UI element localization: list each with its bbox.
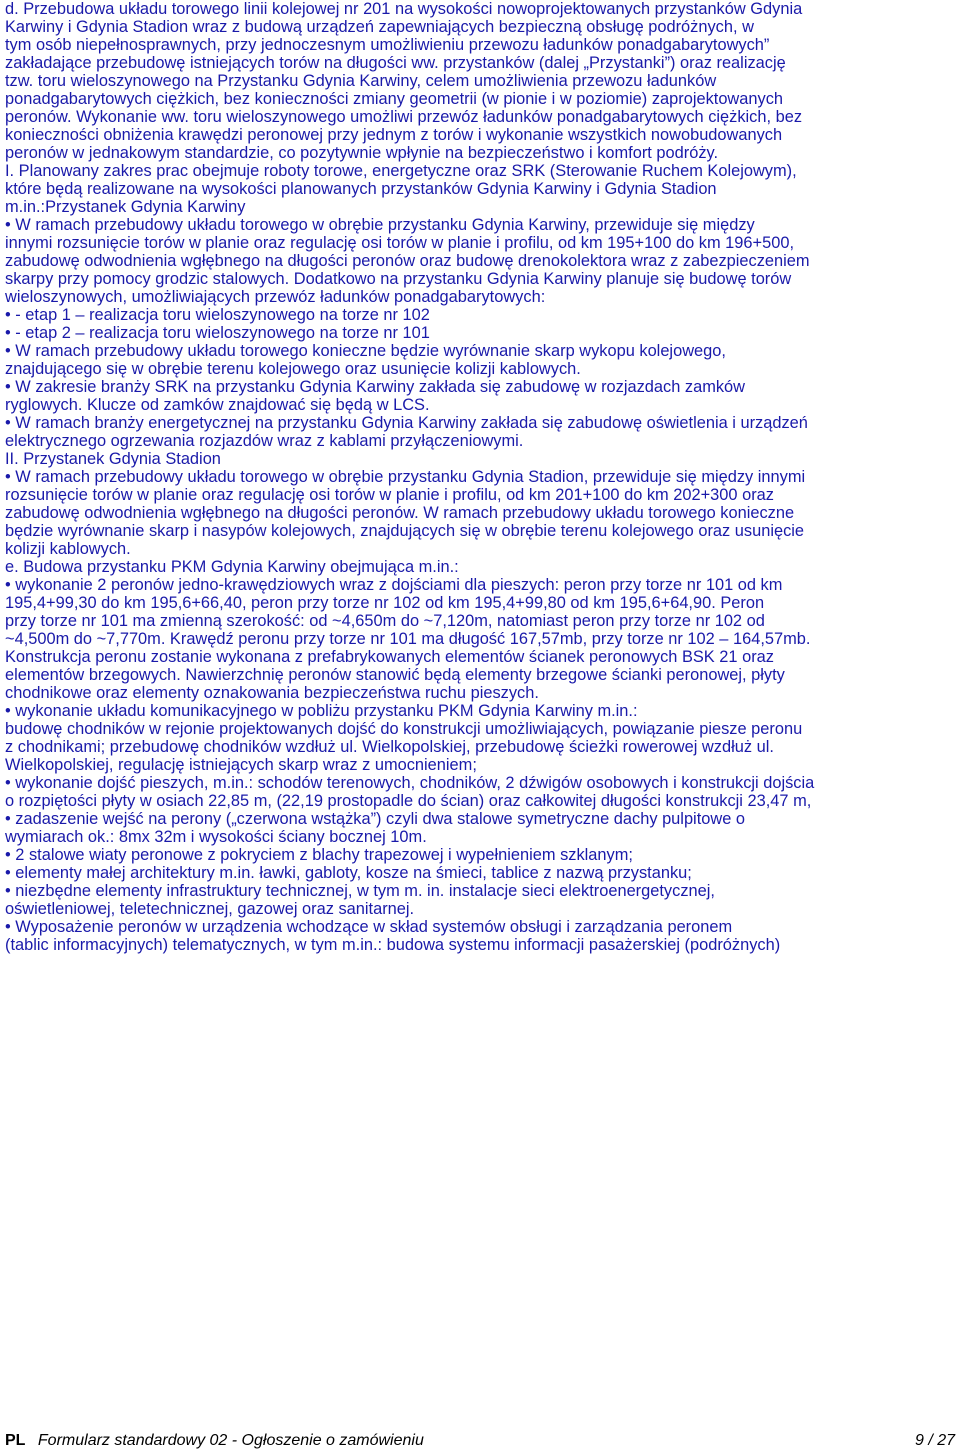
document-line: 195,4+99,30 do km 195,6+66,40, peron przy torze nr 102 od km 195,4+99,80 od km 195,6+64,90. Peron xyxy=(5,594,765,612)
document-line: które będą realizowane na wysokości planowanych przystanków Gdynia Karwiny i Gdynia Stadion xyxy=(5,180,717,198)
document-line: elementów brzegowych. Nawierzchnię peronów stanowić będą elementy brzegowe ścianki peronowej, płyty xyxy=(5,666,785,684)
page-footer xyxy=(5,1431,955,1451)
document-line: m.in.:Przystanek Gdynia Karwiny xyxy=(5,198,246,216)
document-line: Karwiny i Gdynia Stadion wraz z budową urządzeń zapewniających bezpieczną obsługę podróżnych, w xyxy=(5,18,754,36)
document-line: zabudowę odwodnienia wgłębnego na długości peronów. W ramach przebudowy układu torowego konieczne xyxy=(5,504,795,522)
document-line: peronów w jednakowym standardzie, co pozytywnie wpłynie na bezpieczeństwo i komfort podróży. xyxy=(5,144,719,162)
document-line: wymiarach ok.: 8mx 32m i wysokości ściany bocznej 10m. xyxy=(5,828,427,846)
document-line: • W ramach przebudowy układu torowego konieczne będzie wyrównanie skarp wykopu kolejowego, xyxy=(5,342,726,360)
document-line: • Wyposażenie peronów w urządzenia wchodzące w skład systemów obsługi i zarządzania peronem xyxy=(5,918,733,936)
document-line: • W ramach przebudowy układu torowego w obrębie przystanku Gdynia Stadion, przewiduje się między innymi xyxy=(5,468,806,486)
document-line: • wykonanie układu komunikacyjnego w pobliżu przystanku PKM Gdynia Karwiny m.in.: xyxy=(5,702,638,720)
document-line: • W ramach branży energetycznej na przystanku Gdynia Karwiny zakłada się zabudowę oświetlenia i urządzeń xyxy=(5,414,808,432)
document-line: • niezbędne elementy infrastruktury technicznej, w tym m. in. instalacje sieci elektroenergetycznej, xyxy=(5,882,715,900)
document-body xyxy=(5,0,953,954)
document-line: • elementy małej architektury m.in. ławki, gabloty, kosze na śmieci, tablice z nazwą przystanku; xyxy=(5,864,692,882)
document-line: • W zakresie branży SRK na przystanku Gdynia Karwiny zakłada się zabudowę w rozjazdach zamków xyxy=(5,378,745,396)
document-line: Konstrukcja peronu zostanie wykonana z prefabrykowanych elementów ścianek peronowych BSK 21 oraz xyxy=(5,648,774,666)
document-line: chodnikowe oraz elementy oznakowania bezpieczeństwa ruchu pieszych. xyxy=(5,684,539,702)
document-line: ponadgabarytowych ciężkich, bez konieczności zmiany geometrii (w pionie i w poziomie) zaprojektowanych xyxy=(5,90,784,108)
document-line: zabudowę odwodnienia wgłębnego na długości peronów oraz budowę drenokolektora wraz z zabezpieczeniem xyxy=(5,252,810,270)
document-line: d. Przebudowa układu torowego linii kolejowej nr 201 na wysokości nowoprojektowanych przystanków Gdynia xyxy=(5,0,803,18)
document-line: e. Budowa przystanku PKM Gdynia Karwiny obejmująca m.in.: xyxy=(5,558,459,576)
document-line: (tablic informacyjnych) telematycznych, w tym m.in.: budowa systemu informacji pasażerskiej (podróżnych) xyxy=(5,936,781,954)
document-line: ~4,500m do ~7,770m. Krawędź peronu przy torze nr 101 ma długość 167,57mb, przy torze nr 102 – 164,57mb. xyxy=(5,630,811,648)
document-line: • - etap 2 – realizacja toru wieloszynowego na torze nr 101 xyxy=(5,324,430,342)
document-line: • - etap 1 – realizacja toru wieloszynowego na torze nr 102 xyxy=(5,306,430,324)
document-line: przy torze nr 101 ma zmienną szerokość: od ~4,650m do ~7,120m, natomiast peron przy torze nr 102 od xyxy=(5,612,765,630)
document-line: • zadaszenie wejść na perony („czerwona wstążka”) czyli dwa stalowe symetryczne dachy pulpitowe o xyxy=(5,810,745,828)
document-line: • 2 stalowe wiaty peronowe z pokryciem z blachy trapezowej i wypełnieniem szklanym; xyxy=(5,846,633,864)
document-line: o rozpiętości płyty w osiach 22,85 m, (22,19 prostopadle do ścian) oraz całkowitej długości konstrukcji 23,47 m, xyxy=(5,792,812,810)
document-line: budowę chodników w rejonie projektowanych dojść do konstrukcji umożliwiających, powiązanie piesze peronu xyxy=(5,720,803,738)
footer-page-number: 9 / 27 xyxy=(914,1432,955,1449)
document-line: kolizji kablowych. xyxy=(5,540,131,558)
document-line: konieczności obniżenia krawędzi peronowej przy jednym z torów i wykonanie wszystkich nowobudowanych xyxy=(5,126,783,144)
document-line: • W ramach przebudowy układu torowego w obrębie przystanku Gdynia Karwiny, przewiduje się między xyxy=(5,216,755,234)
document-line: wieloszynowych, umożliwiających przewóz ładunków ponadgabarytowych: xyxy=(5,288,546,306)
document-line: ryglowych. Klucze od zamków znajdować się będą w LCS. xyxy=(5,396,430,414)
document-line: I. Planowany zakres prac obejmuje roboty torowe, energetyczne oraz SRK (Sterowanie Ruchem Kolejowym), xyxy=(5,162,797,180)
document-line: • wykonanie 2 peronów jedno-krawędziowych wraz z dojściami dla pieszych: peron przy torze nr 101 od km xyxy=(5,576,783,594)
document-line: tzw. toru wieloszynowego na Przystanku Gdynia Karwiny, celem umożliwienia przewozu ładunków xyxy=(5,72,717,90)
document-line: II. Przystanek Gdynia Stadion xyxy=(5,450,221,468)
document-line: elektrycznego ogrzewania rozjazdów wraz z kablami przyłączeniowymi. xyxy=(5,432,524,450)
document-line: będzie wyrównanie skarp i nasypów kolejowych, znajdujących się w obrębie terenu kolejowego oraz usunięcie xyxy=(5,522,805,540)
document-line: oświetleniowej, teletechnicznej, gazowej oraz sanitarnej. xyxy=(5,900,415,918)
footer-language-code: PL xyxy=(5,1432,26,1449)
document-line: z chodnikami; przebudowę chodników wzdłuż ul. Wielkopolskiej, przebudowę ścieżki rowerowej wzdłuż ul. xyxy=(5,738,774,756)
document-line: tym osób niepełnosprawnych, przy jednoczesnym umożliwieniu przewozu ładunków ponadgabarytowych” xyxy=(5,36,770,54)
document-line: skarpy przy pomocy grodzic stalowych. Dodatkowo na przystanku Gdynia Karwiny planuje się budowę torów xyxy=(5,270,792,288)
document-line: Wielkopolskiej, regulację istniejących skarp wraz z umocnieniem; xyxy=(5,756,477,774)
document-line: zakładające przebudowę istniejących torów na długości ww. przystanków (dalej „Przystanki”) oraz realizację xyxy=(5,54,786,72)
document-line: innymi rozsunięcie torów w planie oraz regulację osi torów w planie i profilu, od km 195+100 do km 196+500, xyxy=(5,234,794,252)
document-line: • wykonanie dojść pieszych, m.in.: schodów terenowych, chodników, 2 dźwigów osobowych i konstrukcji dojścia xyxy=(5,774,815,792)
document-line: rozsunięcie torów w planie oraz regulację osi torów w planie i profilu, od km 201+100 do km 202+300 oraz xyxy=(5,486,774,504)
document-line: peronów. Wykonanie ww. toru wieloszynowego umożliwi przewóz ładunków ponadgabarytowych ciężkich, bez xyxy=(5,108,803,126)
document-line: znajdującego się w obrębie terenu kolejowego oraz usunięcie kolizji kablowych. xyxy=(5,360,581,378)
footer-form-title: Formularz standardowy 02 - Ogłoszenie o zamówieniu xyxy=(37,1432,424,1449)
